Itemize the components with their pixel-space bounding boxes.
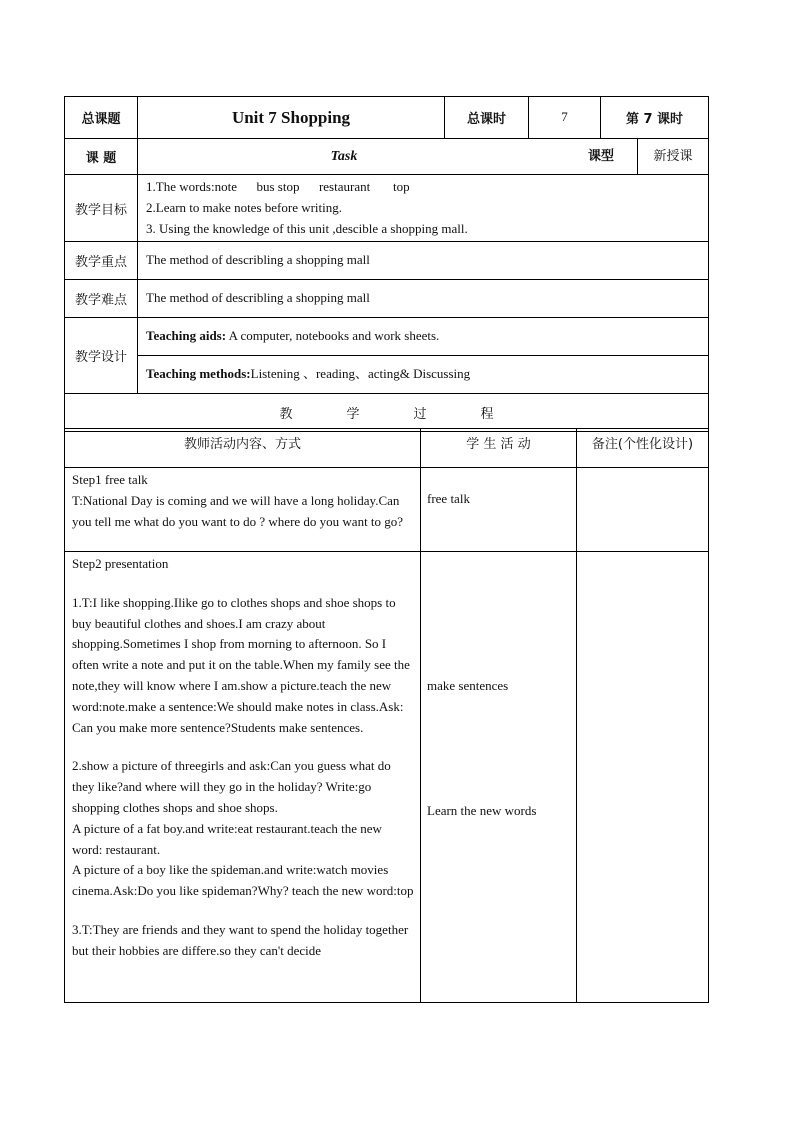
key-points-row	[65, 242, 709, 280]
process-title-char-1: 教	[279, 407, 293, 423]
goal-line-3: 3. Using the knowledge of this unit ,descible a shopping mall.	[146, 220, 468, 236]
teaching-aids	[138, 318, 709, 356]
step1-text: T:National Day is coming and we will have a long holiday.Can you tell me what do you want to do ? where do you want to go?	[72, 492, 404, 529]
topic-row	[65, 139, 709, 175]
step2-notes	[577, 552, 709, 1003]
step1-row	[65, 468, 709, 552]
teaching-methods	[138, 356, 709, 394]
step2-paragraph-3: 3.T:They are friends and they want to spend the holiday together but their hobbies are differe.so they can't decide	[72, 921, 409, 958]
step2-row	[65, 552, 709, 1003]
col-student-activity: 学 生 活 动	[421, 429, 577, 468]
process-header-row	[65, 429, 709, 468]
total-hours-value: 7	[529, 97, 601, 139]
teaching-process-table	[64, 428, 709, 1003]
process-title-char-3: 过	[413, 407, 427, 423]
teaching-aids-label: Teaching aids:	[146, 328, 227, 344]
design-methods-row	[65, 356, 709, 394]
step2-teacher	[65, 552, 421, 1003]
key-points-value: The method of describling a shopping mall	[138, 242, 709, 280]
difficult-points-value: The method of describling a shopping mall	[138, 280, 709, 318]
lesson-info-table	[64, 96, 709, 432]
step2-paragraph-2c: A picture of a boy like the spideman.and write:watch movies cinema.Ask:Do you like spideman?Why? teach the new word:top	[72, 862, 414, 899]
lesson-type-value: 新授课	[653, 149, 693, 164]
step2-paragraph-2b: A picture of a fat boy.and write:eat restaurant.teach the new word: restaurant.	[72, 820, 382, 857]
course-row	[65, 97, 709, 139]
process-title-row	[65, 394, 709, 432]
step2-student-1: make sentences	[427, 678, 509, 693]
goals-row	[65, 175, 709, 242]
course-title: Unit 7 Shopping	[138, 97, 445, 139]
teaching-methods-label: Teaching methods:	[146, 366, 251, 382]
lesson-type-label: 课型	[565, 139, 638, 174]
difficult-points-label: 教学难点	[65, 280, 138, 318]
key-points-label: 教学重点	[65, 242, 138, 280]
step1-student: free talk	[421, 468, 577, 552]
step1-title: Step1 free talk	[72, 472, 148, 487]
step2-paragraph-1: 1.T:I like shopping.Ilike go to clothes shops and shoe shops to buy beautiful clothes and shoes.I am crazy about shopping.Sometimes I shop from morning to afternoon. So I often write a note and put it on the table.When my family see the note,they will know where I am.show a picture.teach the new word:note.make a sentence:We should make notes in class.Ask: Can you make more sentence?Students make sentences.	[72, 594, 410, 735]
goals-content	[138, 175, 709, 242]
process-title-char-4: 程	[480, 407, 494, 423]
total-hours-label: 总课时	[445, 97, 529, 139]
step1-teacher	[65, 468, 421, 552]
step2-student-2: Learn the new words	[427, 803, 537, 818]
col-teacher-activity: 教师活动内容、方式	[65, 429, 421, 468]
goal-line-1: 1.The words:note bus stop restaurant top	[146, 179, 410, 194]
step2-paragraph-2a: 2.show a picture of threegirls and ask:Can you guess what do they like?and where will they go in the holiday? Write:go shopping clothes shops and shoe shops.	[72, 758, 391, 815]
design-label: 教学设计	[65, 318, 138, 394]
goals-label: 教学目标	[65, 175, 138, 242]
step2-title: Step2 presentation	[72, 556, 169, 571]
course-label: 总课题	[65, 97, 138, 139]
goal-line-2: 2.Learn to make notes before writing.	[146, 199, 343, 215]
process-title-char-2: 学	[346, 407, 360, 423]
process-title	[65, 394, 709, 432]
lesson-type-cell	[587, 139, 709, 175]
topic-value-text: Task	[330, 148, 358, 164]
teaching-methods-value: Listening 、reading、acting& Discussing	[250, 366, 471, 382]
topic-value	[138, 139, 601, 175]
lesson-number: 第 7 课时	[601, 97, 709, 139]
col-notes: 备注(个性化设计)	[577, 429, 709, 468]
design-aids-row	[65, 318, 709, 356]
difficult-points-row	[65, 280, 709, 318]
topic-label: 课 题	[65, 139, 138, 175]
teaching-aids-value: A computer, notebooks and work sheets.	[226, 328, 440, 344]
step1-notes	[577, 468, 709, 552]
step2-student	[421, 552, 577, 1003]
